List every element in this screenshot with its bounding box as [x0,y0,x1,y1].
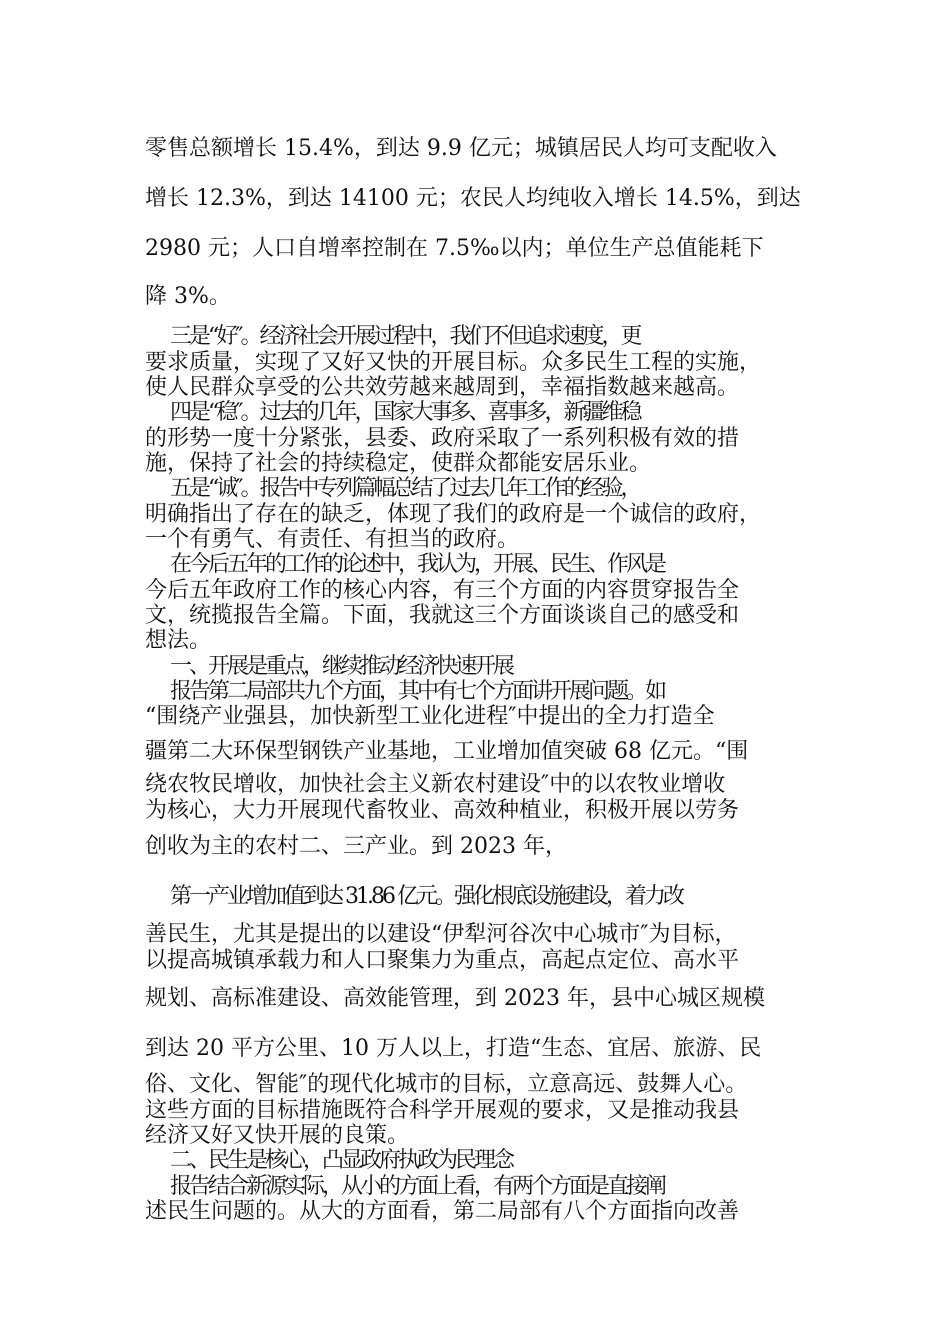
text-line: 零售总额增长 15.4%，到达 9.9 亿元；城镇居民人均可支配收入 [145,136,777,161]
text-line: 使人民群众享受的公共效劳越来越周到，幸福指数越来越高。 [145,375,740,400]
text-line: 述民生问题的。从大的方面看，第二局部有八个方面指向改善 [145,1199,740,1224]
text-line: 2980 元；人口自增率控制在 7.5‰以内；单位生产总值能耗下 [145,236,764,261]
text-line: 到达 20 平方公里、10 万人以上，打造“生态、宜居、旅游、民 [145,1036,762,1061]
text-line: 施，保持了社会的持续稳定，使群众都能安居乐业。 [145,451,652,476]
text-line: 五是“诚″。报告中专列篇幅总结了过去几年工作的经验， [170,476,640,501]
text-line: 在今后五年的工作的论述中，我认为，开展、民生、作风是 [170,552,665,577]
text-line: 今后五年政府工作的核心内容，有三个方面的内容贯穿报告全 [145,578,740,603]
text-line: 这些方面的目标措施既符合科学开展观的要求，又是推动我县 [145,1098,740,1123]
text-line: 报告第二局部共九个方面，其中有七个方面讲开展问题。如 [170,679,665,704]
text-line: 善民生，尤其是提出的以建设“伊犁河谷次中心城市″为目标， [145,922,737,947]
text-line: 绕农牧民增收，加快社会主义新农村建设″中的以农牧业增收 [145,772,726,797]
section-heading: 二、民生是核心，凸显政府执政为民理念 [170,1148,513,1173]
text-line: 俗、文化、智能″的现代化城市的目标，立意高远、鼓舞人心。 [145,1072,748,1097]
text-line: 经济又好又快开展的良策。 [145,1123,410,1148]
text-line: 疆第二大环保型钢铁产业基地，工业增加值突破 68 亿元。“围 [145,739,749,764]
text-line: 规划、高标准建设、高效能管理，到 2023 年，县中心城区规模 [145,986,765,1011]
text-line: 一个有勇气、有责任、有担当的政府。 [145,527,520,552]
text-line: 第一产业增加值到达 31.86 亿元。强化根底设施建设，着力改 [170,884,682,909]
text-line: 的形势一度十分紧张，县委、政府采取了一系列积极有效的措 [145,426,740,451]
text-line: 报告结合新源实际，从小的方面上看，有两个方面是直接阐 [170,1174,665,1199]
text-line: 要求质量，实现了又好又快的开展目标。众多民生工程的实施， [145,350,762,375]
section-heading: 一、开展是重点，继续推动经济快速开展 [170,654,513,679]
text-line: 以提高城镇承载力和人口聚集力为重点，高起点定位、高水平 [145,948,740,973]
text-line: 降 3%。 [145,284,231,309]
text-line: “围绕产业强县，加快新型工业化进程″中提出的全力打造全 [145,704,715,729]
text-line: 增长 12.3%，到达 14100 元；农民人均纯收入增长 14.5%，到达 [145,186,801,211]
text-line: 明确指出了存在的缺乏，体现了我们的政府是一个诚信的政府， [145,502,762,527]
text-line: 想法。 [145,628,212,653]
text-line: 为核心，大力开展现代畜牧业、高效种植业，积极开展以劳务 [145,798,740,823]
text-line: 文，统揽报告全篇。下面，我就这三个方面谈谈自己的感受和 [145,603,740,628]
text-line: 四是“稳″。过去的几年，国家大事多、喜事多，新疆维稳 [170,400,640,425]
text-line: 三是“好″。经济社会开展过程中，我们不但追求速度，更 [170,324,640,349]
text-line: 创收为主的农村二、三产业。到 2023 年， [145,834,567,859]
